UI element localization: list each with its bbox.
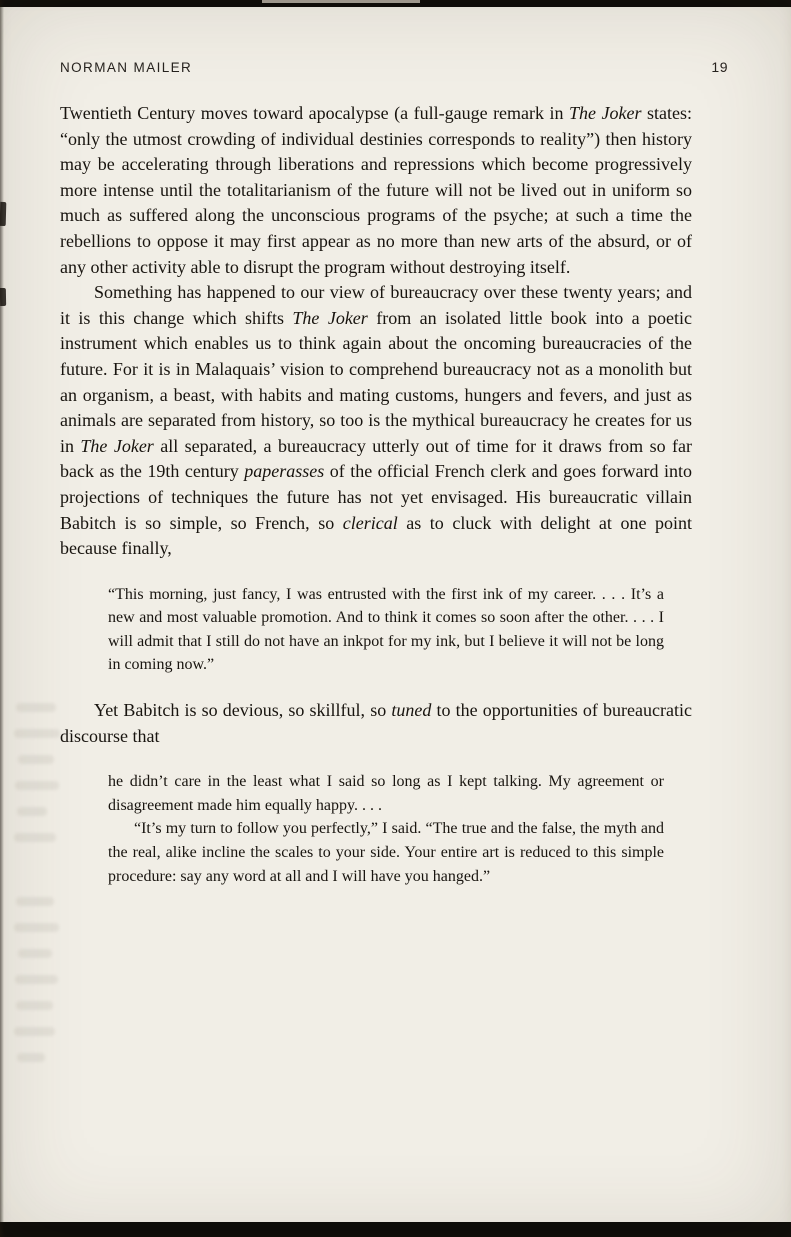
italic-text: The Joker [80, 435, 154, 456]
block-quote [108, 583, 664, 677]
ink-bleed-mark [15, 975, 58, 984]
scan-artifact-mark [0, 288, 6, 306]
scan-artifact-bottom-edge [0, 1222, 791, 1237]
scan-artifact-top-notch [262, 0, 420, 3]
text-run: “It’s my turn to follow you perfectly,” I said. “The true and the false, the myth and the real, alike incline the scales to your side. Your entire art is reduced to this simple procedure: say any word at all and I will have you hanged.” [108, 820, 664, 885]
ink-bleed-mark [16, 1001, 53, 1010]
paragraph [60, 280, 692, 562]
ink-bleed-mark [14, 729, 60, 738]
text-run: Yet Babitch is so devious, so skillful, so [94, 700, 392, 721]
block-quote [108, 817, 664, 888]
paragraph [60, 101, 692, 280]
ink-bleed-mark [18, 949, 52, 958]
text-run: all separated, a bureaucracy utterly out of time for it draws from so far back as the 19th century [60, 435, 692, 482]
scan-artifact-mark [0, 202, 6, 226]
text-run: to the opportunities of bureaucratic discourse that [60, 700, 692, 746]
ink-bleed-mark [17, 1053, 45, 1062]
italic-text: The Joker [569, 103, 642, 123]
text-run: Twentieth Century moves toward apocalypse (a full-gauge remark in [60, 103, 570, 123]
ink-bleed-mark [14, 923, 59, 932]
text-run: states: “only the utmost crowding of individual destinies corresponds to reality”) then history may be accelerating through liberations and repressions which become progressively more intense until the totalitarianism of the future will not be lived out in uniform so much as suffered along the unconscious programs of the psyche; at such a time the rebellions to oppose it may first appear as no more than new arts of the absurd, or of any other activity able to disrupt the program without destroying itself. [60, 103, 692, 277]
text-run: of the official French clerk and goes forward into projections of techniques the future has not yet envisaged. His bureaucratic villain Babitch is so simple, so French, so [60, 461, 692, 533]
scan-artifact-left-edge [0, 0, 4, 1237]
text-run: from an isolated little book into a poetic instrument which enables us to think again about the oncoming bureaucracies of the future. For it is in Malaquais’ vision to comprehend bureaucracy not as a monolith but an organism, a beast, with habits and mating customs, hungers and fevers, and just as animals are separated from history, so too is the mythical bureaucracy he creates for us in [60, 307, 692, 456]
ink-bleed-mark [16, 897, 54, 906]
italic-text: paperasses [244, 461, 325, 482]
body-text [60, 101, 692, 909]
ink-bleed-mark [18, 755, 54, 764]
ink-bleed-mark [14, 1027, 55, 1036]
text-run: “This morning, just fancy, I was entrusted with the first ink of my career. . . . It’s a new and most valuable promotion. And to think it comes so soon after the other. . . . I will admit that I still do not have an inkpot for my ink, but I believe it will not be long in coming now.” [108, 585, 664, 674]
italic-text: tuned [391, 700, 432, 721]
block-quote [108, 770, 664, 817]
page-header [60, 59, 728, 75]
running-head: NORMAN MAILER [60, 60, 193, 75]
ink-bleed-mark [14, 833, 56, 842]
italic-text: clerical [342, 512, 398, 533]
page-number: 19 [711, 59, 728, 75]
ink-bleed-mark [15, 781, 59, 790]
ink-bleed-mark [17, 807, 47, 816]
text-run: as to cluck with delight at one point because finally, [60, 512, 692, 559]
ink-bleed-mark [16, 703, 56, 712]
text-run: he didn’t care in the least what I said so long as I kept talking. My agreement or disagreement made him equally happy. . . . [108, 773, 664, 814]
paragraph [60, 698, 692, 749]
italic-text: The Joker [292, 307, 368, 328]
text-run: Something has happened to our view of bureaucracy over these twenty years; and it is this change which shifts [60, 282, 692, 328]
